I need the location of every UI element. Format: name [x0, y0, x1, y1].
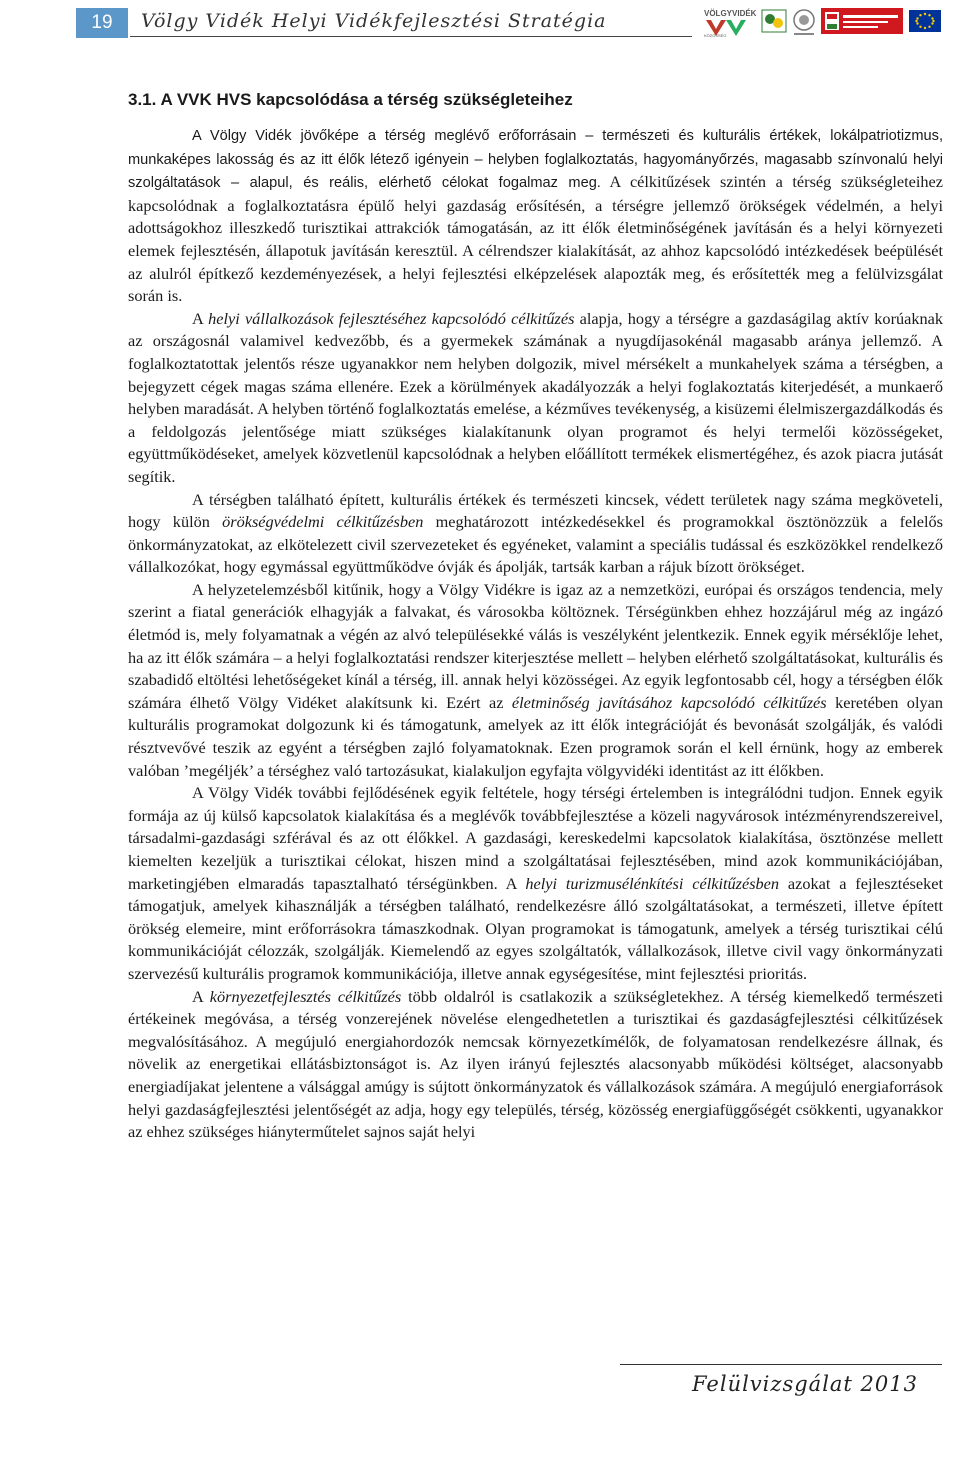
paragraph-3-emphasis: örökségvédelmi célkitűzésben	[222, 512, 424, 532]
header-title: Völgy Vidék Helyi Vidékfejlesztési Stratégia	[141, 10, 607, 32]
round-seal-logo	[792, 6, 816, 38]
paragraph-4-end: keretében olyan kulturális programokat dolgozunk ki és támogatunk, amelyek az itt élők integrációját és bevonását szolgálják, és valódi résztvevővé teszik az egyént a térségben zajló folyamatoknak. Ezen programok során el kell érnünk, hogy az emberek valóban ’megéljék’ a térséghez való tartozásukat, kialakuljon egyfajta völgyvidéki identitást az itt élőkben.	[128, 692, 943, 780]
svg-text:KÖZÖSSÉG: KÖZÖSSÉG	[704, 33, 727, 38]
volgyvidek-logo	[702, 6, 756, 38]
paragraph-6-end: több oldalról is csatlakozik a szükségletekhez. A térség kiemelkedő természeti értékeinek megóvása, a térség vonzerejének növelése elengedhetetlen a turisztikai és gazdaságfejlesztési célkitűzések megvalósításához. A megújuló energiahordozók nemcsak környezetkímélők, de folyamatosan rendelkezésre állnak, és növelik az energetikai ellátásbiztonságot is. Az ilyen irányú fejlesztés alacsonyabb működési költséget, alacsonyabb energiadíjakat jelentene a válsággal amúgy is sújtott önkormányzatok és vállalkozások számára. A megújuló energiaforrások helyi gazdaságfejlesztési jelentőségét az adja, hogy egy település, térség, közösség energiafüggőségét csökkenti, ugyanakkor az ehhez szükséges hiányterműtelet sajnos saját helyi	[128, 986, 943, 1142]
paragraph-4-start: A helyzetelemzésből kitűnik, hogy a Völgy Vidékre is igaz az a nemzetközi, európai és országos tendencia, mely szerint a fiatal generációk elhagyják a falvakat, és városokba költöznek. Térségünkben ehhez hozzájárul még az ingázó életmód is, mely folyamatnak a végén az alvó településekké válás is veszélyként jelentkezik. Ennek egyik mérséklője lehet, ha az itt élők számára – a helyi foglalkoztatási rendszer kiterjesztése mellett – helyben elérhető szolgáltatásokat, kulturális és szabadidő eltöltési lehetőségeket kínál a térség, ill. annak helyi közösségei. Az egyik legfontosabb cél, hogy a térségben élők számára élhető Völgy Vidéket alakítsunk ki. Ezért az	[128, 579, 943, 712]
paragraph-6-start: A	[192, 986, 210, 1006]
page-header	[0, 0, 960, 70]
paragraph-2	[128, 308, 943, 489]
svg-text:VÖLGYVIDÉK: VÖLGYVIDÉK	[704, 9, 756, 18]
paragraph-5-start: A Völgy Vidék további fejlődésének egyik feltétele, hogy térségi értelemben is integrálódni tudjon. Ennek egyik formája az új külső kapcsolatok kialakítása és a meglévők továbbfejlesztése a közeli nagyvárosok intézményrendszereivel, társadalmi-gazdasági szférával és az ott élőkkel. A gazdasági, kereskedelmi kapcsolatok kialakítása, ösztönzése mellett kiemelten kezeljük a turisztikai célokat, hiszen mind a szolgáltatásai fejlesztésében, mind azok kommunikációjában, marketingjében elmaradás tapasztalható térségünkben. A	[128, 783, 943, 893]
paragraph-6-emphasis: környezetfejlesztés célkitűzés	[209, 986, 402, 1006]
header-rule	[130, 36, 692, 37]
section-title: 3.1. A VVK HVS kapcsolódása a térség szükségleteihez	[128, 90, 573, 109]
paragraph-4-emphasis: életminőség javításához kapcsolódó célkitűzés	[511, 692, 827, 712]
paragraph-3-end: meghatározott intézkedésekkel és programokkal ösztönözzük a felelős önkormányzatokat, az elkötelezett civil szervezeteket és egyéneket, valamint a speciális tudással és eszközökkel rendelkező vállalkozókat, hogy egymással együttműködve óvják és ápolják, tartsák karban a rájuk bízott örökséget.	[128, 512, 943, 577]
footer-rule	[620, 1364, 942, 1365]
eu-flag-logo	[908, 6, 942, 38]
page-number: 19	[76, 8, 128, 38]
paragraph-5-end: azokat a fejlesztéseket támogatjuk, amelyek kihasználják a térségben található, rendelkezésre álló szolgáltatásokat, a természeti, illetve épített örökség elemeire, mint erőforrásokra támaszkodnak. Olyan programokat is támogatunk, amelyek a térség turisztikai célú kommunikációját célozzák, szolgálják. Kiemelendő az egyes szolgáltatók, vállalkozások, illetve civil vagy önkormányzati szervezésű kulturális programok kommunikációja, illetve annak egységesítése, mint fejlesztési prioritás.	[128, 873, 943, 983]
paragraph-2-start: A	[192, 308, 209, 328]
paragraph-3-start: A térségben található épített, kulturális értékek és természeti kincsek, védett területek nagy száma megköveteli, hogy külön	[128, 489, 943, 532]
logo-strip	[702, 6, 942, 40]
paragraph-1-rest: A célkitűzések szintén a térség szükségleteihez kapcsolódnak a foglalkoztatásra épülő helyi gazdaság erősítésén, a térségre jellemző örökségek védelmén, a helyi adottságokhoz illeszkedő turisztikai attrakciók támogatásán, az itt élők életminőségének javításán és a helyi környezeti elemek fejlesztésén, állapotuk javításán keresztül. A célrendszer kialakítását, az ahhoz kapcsolódó intézkedések beépülését az alulról építkező kezdeményezések, a helyi fejlesztési elképzelések alapozták meg, és erősítették meg a felülvizsgálat során is.	[128, 172, 943, 306]
paragraph-1	[128, 124, 943, 308]
body-text	[128, 124, 943, 1144]
paragraph-1-intro: A Völgy Vidék jövőképe a térség meglévő erőforrásain – természeti és kulturális értékek, lokálpatriotizmus, munkaképes lakosság és az itt élők létező igényein – helyben foglalkoztatás, hagyományőrzés, magasabb színvonalú helyi szolgáltatások – alapul, és reális, elérhető célokat fogalmaz meg.	[128, 128, 943, 192]
paragraph-4	[128, 579, 943, 782]
paragraph-6	[128, 986, 943, 1144]
footer-text: Felülvizsgálat 2013	[692, 1372, 918, 1396]
paragraph-2-emphasis: helyi vállalkozások fejlesztéséhez kapcsolódó célkitűzés	[208, 308, 575, 328]
leader-logo	[761, 6, 787, 38]
paragraph-5-emphasis: helyi turizmusélénkítési célkitűzésben	[525, 873, 780, 893]
umvp-logo	[821, 6, 903, 38]
paragraph-3	[128, 489, 943, 579]
paragraph-5	[128, 782, 943, 985]
paragraph-2-end: alapja, hogy a térségre a gazdaságilag aktív korúaknak az országosnál valamivel kedvezőbb, és a gyermekek számának a nyugdíjasokénál magasabb aránya jellemző. A foglalkoztatottak jelentős része ugyanakkor nem helyben dolgozik, mivel mérsékelt a munkahelyek száma a térségben, a bejegyzett cégek magas száma ellenére. Ezek a körülmények akadályozzák a helyi foglakoztatás kiterjedését, a munkaerő helyben maradását. A helyben történő foglalkoztatás emelése, a kézműves tevékenység, a kisüzemi élelmiszergazdálkodás és a feldolgozás jelentősége miatt szükséges kialakítanunk olyan programot és helyi termelői közösségeket, együttműködéseket, amelyek közvetlenül kapcsolódnak a helyben előállított termékek elismertégéhez, és azok piacra jutását segítik.	[128, 308, 944, 486]
